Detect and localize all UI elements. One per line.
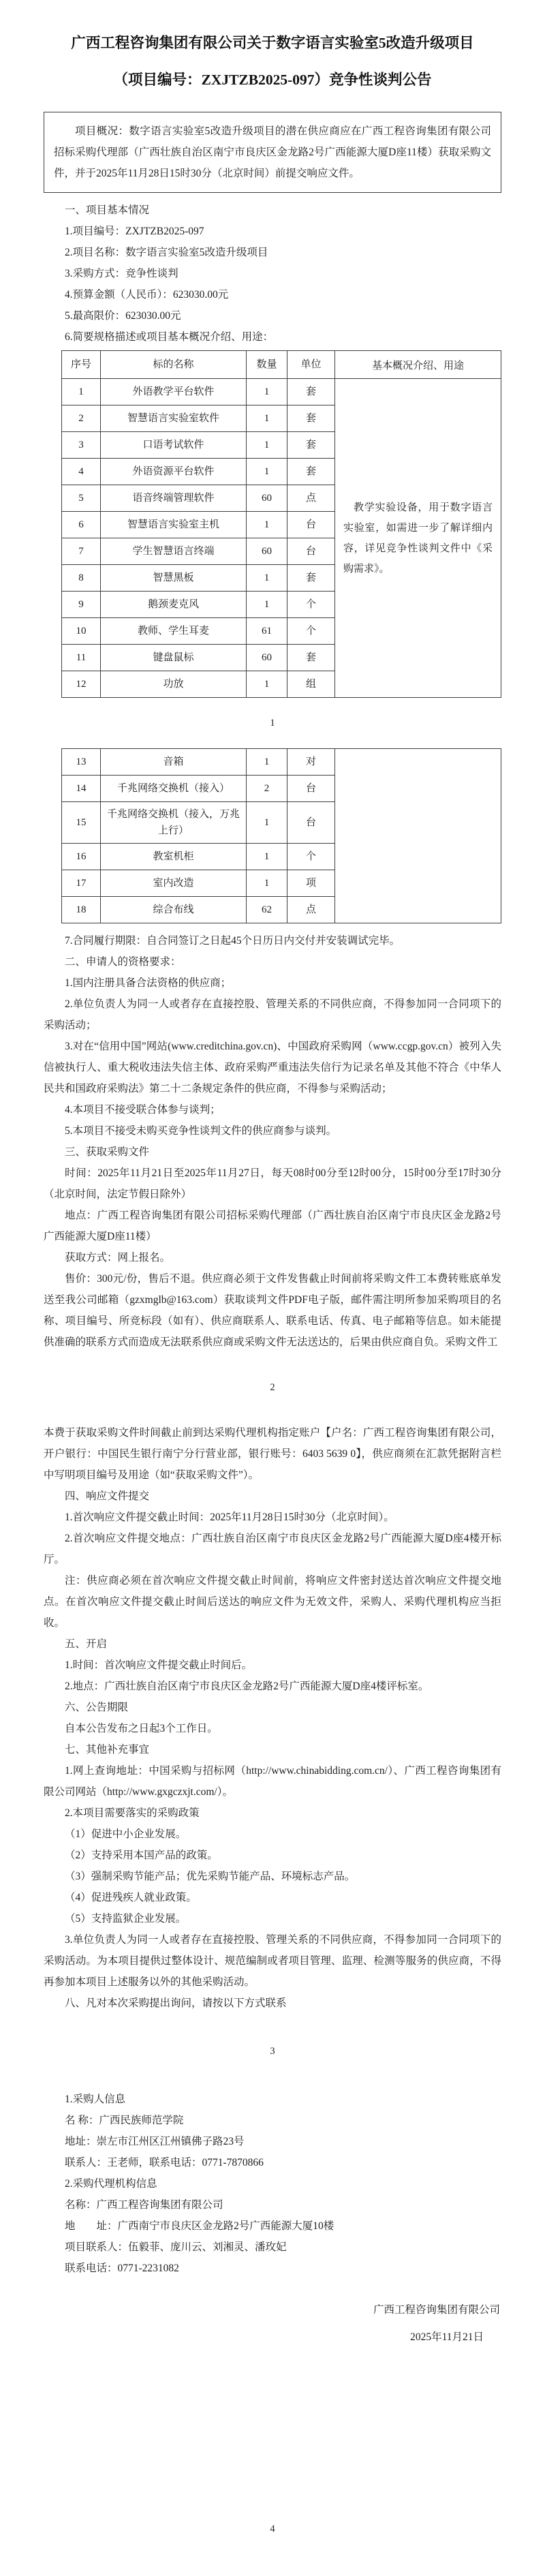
body-paragraph: 1.国内注册具备合法资格的供应商；	[65, 977, 232, 989]
body-paragraph: 项目联系人：伍毅菲、庞川云、刘湘灵、潘玫妃	[65, 2241, 287, 2253]
item-unit-cell: 套	[287, 432, 335, 459]
item-qty-cell: 1	[247, 844, 287, 870]
body-paragraph: 四、响应文件提交	[65, 1490, 150, 1502]
page-number-3: 3	[270, 2046, 275, 2057]
table-row	[62, 671, 335, 698]
body-paragraph: 名称：广西工程咨询集团有限公司	[65, 2199, 223, 2211]
body-paragraph: 1.网上查询地址：中国采购与招标网（http://www.chinabidding.com.cn/）、广西工程咨询集团有限公司网站（http://www.gxgczxjt.com/）。	[44, 1765, 501, 1798]
item-unit-cell: 个	[287, 618, 335, 645]
item-unit-cell: 点	[287, 897, 335, 923]
body-paragraph: 一、项目基本情况	[65, 204, 150, 216]
item-name-cell: 语音终端管理软件	[101, 485, 247, 512]
item-unit-cell: 台	[287, 512, 335, 538]
body-paragraph: 三、获取采购文件	[65, 1146, 150, 1158]
item-name-cell: 千兆网络交换机（接入，万兆上行）	[101, 802, 247, 844]
header-cell-note: 基本概况介绍、用途	[335, 351, 501, 379]
table-row	[62, 459, 335, 485]
item-no-cell: 6	[62, 512, 101, 538]
item-name-cell: 综合布线	[101, 897, 247, 923]
item-name-cell: 外语教学平台软件	[101, 379, 247, 405]
project-overview-text: 项目概况：数字语言实验室5改造升级项目的潜在供应商应在广西工程咨询集团有限公司招标采购代理部（广西壮族自治区南宁市良庆区金龙路2号广西能源大厦D座11楼）获取采购文件，并于2025年11月28日15时30分（北京时间）前提交响应文件。	[54, 125, 491, 179]
body-paragraph: 二、申请人的资格要求：	[65, 956, 181, 968]
body-paragraph: （3）强制采购节能产品；优先采购节能产品、环境标志产品。	[65, 1871, 356, 1882]
body-paragraph: 5.最高限价：623030.00元	[65, 310, 181, 322]
items-table-left	[61, 350, 335, 698]
item-qty-cell: 1	[247, 870, 287, 897]
item-no-cell: 13	[62, 749, 101, 776]
merged-note-column-empty	[335, 748, 501, 923]
item-qty-cell: 1	[247, 379, 287, 405]
item-unit-cell: 点	[287, 485, 335, 512]
item-unit-cell: 套	[287, 379, 335, 405]
table-row	[62, 645, 335, 671]
item-name-cell: 智慧语言实验室软件	[101, 405, 247, 432]
item-name-cell: 键盘鼠标	[101, 645, 247, 671]
body-paragraph: 2.单位负责人为同一人或者存在直接控股、管理关系的不同供应商，不得参加同一合同项下的采购活动；	[44, 998, 501, 1031]
body-paragraph: 联系人：王老师，联系电话：0771-7870866	[65, 2157, 264, 2168]
body-paragraph: 4.本项目不接受联合体参与谈判；	[65, 1104, 221, 1116]
section-basic-info	[44, 200, 501, 348]
body-paragraph: 1.首次响应文件提交截止时间：2025年11月28日15时30分（北京时间）。	[65, 1512, 394, 1523]
item-name-cell: 室内改造	[101, 870, 247, 897]
item-name-cell: 智慧黑板	[101, 565, 247, 592]
body-paragraph: 八、凡对本次采购提出询问，请按以下方式联系	[65, 1997, 287, 2009]
item-unit-cell: 对	[287, 749, 335, 776]
item-unit-cell: 项	[287, 870, 335, 897]
body-paragraph: 5.本项目不接受未购买竞争性谈判文件的供应商参与谈判。	[65, 1125, 337, 1137]
body-paragraph: （5）支持监狱企业发展。	[65, 1913, 187, 1925]
item-name-cell: 外语资源平台软件	[101, 459, 247, 485]
item-unit-cell: 套	[287, 405, 335, 432]
merged-note-text: 教学实验设备，用于数字语言实验室，如需进一步了解详细内容，详见竞争性谈判文件中《采购需求》。	[343, 502, 493, 574]
body-paragraph: 名 称：广西民族师范学院	[65, 2115, 184, 2126]
item-no-cell: 1	[62, 379, 101, 405]
table-row	[62, 592, 335, 618]
signature-block	[44, 2297, 501, 2351]
body-paragraph: 售价：300元/份，售后不退。供应商必须于文件发售截止时间前将采购文件工本费转账底单发送至我公司邮箱（gzxmglb@163.com）获取谈判文件PDF电子版，邮件需注明所参加采购项目的名称、项目编号、所竞标段（如有）、供应商联系人、联系电话、传真、电子邮箱等信息。如未能提供准确的联系方式而造成无法联系供应商或采购文件无法送达的，后果由供应商自负。采购文件工	[44, 1273, 501, 1348]
item-no-cell: 15	[62, 802, 101, 844]
item-qty-cell: 1	[247, 592, 287, 618]
item-qty-cell: 61	[247, 618, 287, 645]
body-paragraph: 五、开启	[65, 1638, 108, 1650]
merged-note-column	[335, 350, 501, 698]
body-paragraph: 3.单位负责人为同一人或者存在直接控股、管理关系的不同供应商，不得参加同一合同项下的采购活动。为本项目提供过整体设计、规范编制或者项目管理、监理、检测等服务的供应商，不得再参加本项目上述服务以外的其他采购活动。	[44, 1934, 501, 1988]
item-qty-cell: 1	[247, 512, 287, 538]
item-name-cell: 学生智慧语言终端	[101, 538, 247, 565]
item-qty-cell: 1	[247, 405, 287, 432]
item-unit-cell: 台	[287, 802, 335, 844]
body-paragraph: （2）支持采用本国产品的政策。	[65, 1850, 218, 1861]
document-title-line2: （项目编号：ZXJTZB2025-097）竞争性谈判公告	[113, 72, 432, 88]
table-row	[62, 618, 335, 645]
page-number-2: 2	[270, 1382, 275, 1393]
table-row	[62, 749, 335, 776]
document-title-line1: 广西工程咨询集团有限公司关于数字语言实验室5改造升级项目	[71, 35, 474, 51]
item-qty-cell: 60	[247, 645, 287, 671]
page-number-1: 1	[270, 718, 275, 729]
body-paragraph: （4）促进残疾人就业政策。	[65, 1892, 197, 1903]
body-paragraph: 地点：广西工程咨询集团有限公司招标采购代理部（广西壮族自治区南宁市良庆区金龙路2号广西能源大厦D座11楼）	[44, 1210, 501, 1242]
item-no-cell: 11	[62, 645, 101, 671]
table-row	[62, 379, 335, 405]
body-paragraph: 2.地点：广西壮族自治区南宁市良庆区金龙路2号广西能源大厦D座4楼评标室。	[65, 1681, 429, 1692]
table-row	[62, 405, 335, 432]
item-no-cell: 9	[62, 592, 101, 618]
body-paragraph: 6.简要规格描述或项目基本概况介绍、用途：	[65, 331, 274, 343]
item-no-cell: 17	[62, 870, 101, 897]
body-paragraph: 1.项目编号：ZXJTZB2025-097	[65, 226, 204, 237]
body-paragraph: 1.时间：首次响应文件提交截止时间后。	[65, 1659, 253, 1671]
item-name-cell: 智慧语言实验室主机	[101, 512, 247, 538]
body-paragraph: 2.采购代理机构信息	[65, 2178, 157, 2190]
section-contacts	[44, 2089, 501, 2279]
section-qualifications-and-docs	[44, 930, 501, 1353]
item-qty-cell: 1	[247, 565, 287, 592]
item-no-cell: 3	[62, 432, 101, 459]
item-qty-cell: 1	[247, 749, 287, 776]
body-paragraph: 3.对在“信用中国”网站(www.creditchina.gov.cn)、中国政府采购网（www.ccgp.gov.cn）被列入失信被执行人、重大税收违法失信主体、政府采购严重违法失信行为记录名单及其他不符合《中华人民共和国政府采购法》第二十二条规定条件的供应商，不得参与采购活动；	[44, 1041, 501, 1094]
table-row	[62, 538, 335, 565]
body-paragraph: 7.合同履行期限：自合同签订之日起45个日历日内交付并安装调试完毕。	[65, 935, 401, 947]
item-name-cell: 音箱	[101, 749, 247, 776]
header-cell-unit: 单位	[287, 351, 335, 379]
item-name-cell: 千兆网络交换机（接入）	[101, 776, 247, 802]
table-row	[62, 565, 335, 592]
items-table-left	[61, 748, 335, 923]
table-row	[62, 485, 335, 512]
item-qty-cell: 2	[247, 776, 287, 802]
item-no-cell: 2	[62, 405, 101, 432]
item-unit-cell: 套	[287, 645, 335, 671]
table-row	[62, 870, 335, 897]
item-no-cell: 16	[62, 844, 101, 870]
item-qty-cell: 60	[247, 538, 287, 565]
project-overview-box	[44, 112, 501, 193]
item-name-cell: 鹅颈麦克风	[101, 592, 247, 618]
body-paragraph: 六、公告期限	[65, 1702, 129, 1713]
body-paragraph: 2.首次响应文件提交地点：广西壮族自治区南宁市良庆区金龙路2号广西能源大厦D座4楼开标厅。	[44, 1533, 501, 1565]
body-paragraph: 七、其他补充事宜	[65, 1744, 150, 1755]
body-paragraph: 3.采购方式：竞争性谈判	[65, 268, 178, 279]
item-qty-cell: 1	[247, 671, 287, 698]
body-paragraph: 4.预算金额（人民币）：623030.00元	[65, 289, 229, 301]
body-paragraph: 联系电话：0771-2231082	[65, 2263, 179, 2274]
item-no-cell: 18	[62, 897, 101, 923]
body-paragraph: 自本公告发布之日起3个工作日。	[65, 1723, 218, 1734]
item-qty-cell: 1	[247, 459, 287, 485]
section-submission-and-other	[44, 1422, 501, 2014]
item-no-cell: 10	[62, 618, 101, 645]
body-paragraph: 地址：崇左市江州区江州镇佛子路23号	[65, 2136, 245, 2147]
body-paragraph: 2.项目名称：数字语言实验室5改造升级项目	[65, 247, 268, 258]
body-paragraph: 获取方式：网上报名。	[65, 1252, 171, 1263]
item-name-cell: 功放	[101, 671, 247, 698]
item-no-cell: 7	[62, 538, 101, 565]
table-row	[62, 897, 335, 923]
item-name-cell: 口语考试软件	[101, 432, 247, 459]
signature-company: 广西工程咨询集团有限公司	[373, 2304, 500, 2316]
item-name-cell: 教室机柜	[101, 844, 247, 870]
header-cell-no: 序号	[62, 351, 101, 379]
table-row	[62, 776, 335, 802]
item-no-cell: 14	[62, 776, 101, 802]
table-row	[62, 512, 335, 538]
document-title	[44, 25, 501, 98]
items-table-page2	[61, 748, 501, 923]
body-paragraph: 1.采购人信息	[65, 2094, 126, 2105]
body-paragraph: 2.本项目需要落实的采购政策	[65, 1807, 200, 1819]
item-no-cell: 12	[62, 671, 101, 698]
signature-date: 2025年11月21日	[410, 2331, 484, 2343]
item-name-cell: 教师、学生耳麦	[101, 618, 247, 645]
body-paragraph: 时间：2025年11月21日至2025年11月27日，每天08时00分至12时00分，15时00分至17时30分（北京时间，法定节假日除外）	[44, 1167, 501, 1200]
page-number-4: 4	[270, 2524, 275, 2534]
item-qty-cell: 60	[247, 485, 287, 512]
item-qty-cell: 62	[247, 897, 287, 923]
item-unit-cell: 台	[287, 776, 335, 802]
table-row	[62, 432, 335, 459]
items-table-page1	[61, 350, 501, 698]
item-no-cell: 8	[62, 565, 101, 592]
item-no-cell: 4	[62, 459, 101, 485]
body-paragraph: 注：供应商必须在首次响应文件提交截止时间前，将响应文件密封送达首次响应文件提交地点。在首次响应文件提交截止时间后送达的响应文件为无效文件，采购人、采购代理机构应当拒收。	[44, 1575, 501, 1629]
header-cell-name: 标的名称	[101, 351, 247, 379]
body-paragraph: 本费于获取采购文件时间截止前到达采购代理机构指定账户【户名：广西工程咨询集团有限公司，开户银行：中国民生银行南宁分行营业部，银行账号：6403 5639 0】，供应商须在汇款凭据附言栏中写明项目编号及用途（如“获取采购文件”）。	[44, 1427, 501, 1481]
table-header-row	[62, 351, 335, 379]
item-qty-cell: 1	[247, 802, 287, 844]
body-paragraph: 地 址：广西南宁市良庆区金龙路2号广西能源大厦10楼	[65, 2220, 334, 2232]
item-no-cell: 5	[62, 485, 101, 512]
item-qty-cell: 1	[247, 432, 287, 459]
item-unit-cell: 个	[287, 844, 335, 870]
merged-note-cell	[335, 379, 501, 697]
body-paragraph: （1）促进中小企业发展。	[65, 1828, 187, 1840]
table-row	[62, 802, 335, 844]
item-unit-cell: 个	[287, 592, 335, 618]
item-unit-cell: 组	[287, 671, 335, 698]
item-unit-cell: 台	[287, 538, 335, 565]
merged-note-cell-empty	[335, 749, 501, 923]
header-cell-qty: 数量	[247, 351, 287, 379]
table-row	[62, 844, 335, 870]
item-unit-cell: 套	[287, 565, 335, 592]
item-unit-cell: 套	[287, 459, 335, 485]
